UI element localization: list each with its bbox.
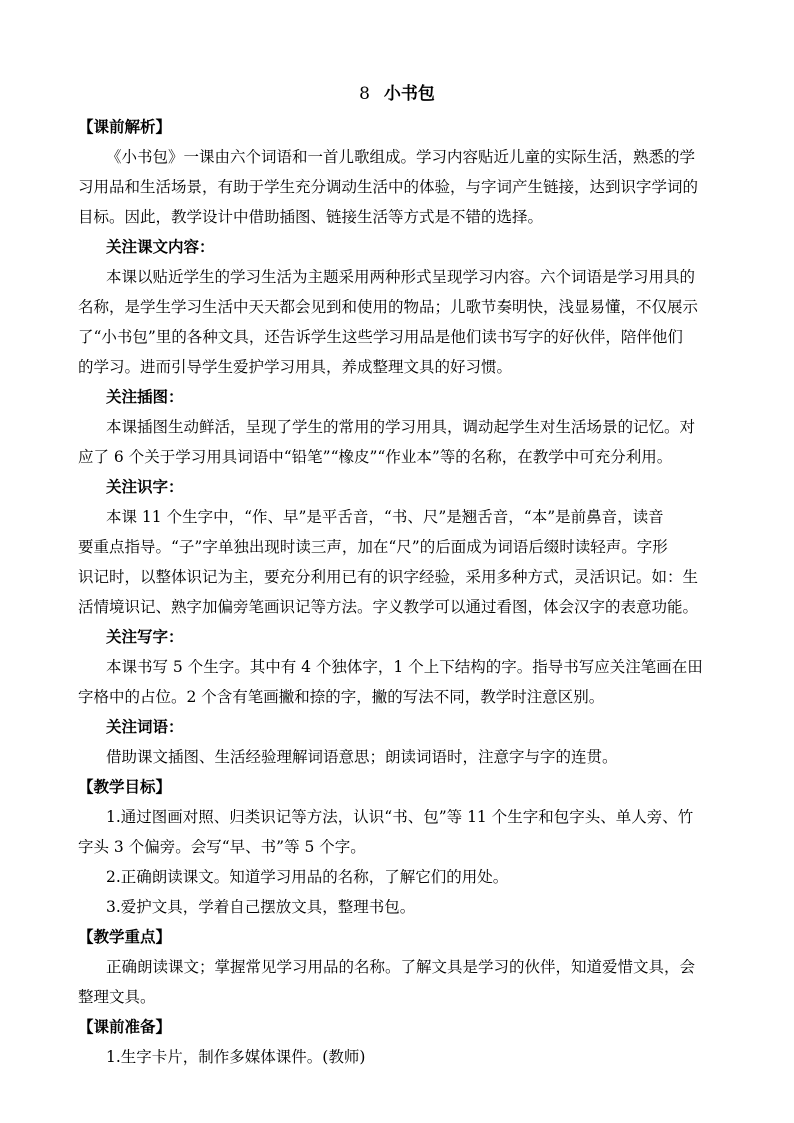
paragraph-line: 名称，是学生学习生活中天天都会见到和使用的物品；儿歌节奏明快，浅显易懂，不仅展示 <box>78 298 699 316</box>
subheading-illustration: 关注插图： <box>106 387 184 406</box>
paragraph-line: 字格中的占位。2 个含有笔画撇和捺的字，撇的写法不同，教学时注意区别。 <box>78 688 605 706</box>
paragraph-line: 了“小书包”里的各种文具，还告诉学生这些学习用品是他们读书写字的好伙伴，陪伴他们 <box>78 328 683 346</box>
paragraph-line: 目标。因此，教学设计中借助插图、链接生活等方式是不错的选择。 <box>78 208 544 226</box>
lesson-number: 8 <box>359 84 370 104</box>
list-item: 字头 3 个偏旁。会写“早、书”等 5 个字。 <box>78 838 366 856</box>
paragraph-line: 本课以贴近学生的学习生活为主题采用两种形式呈现学习内容。六个词语是学习用具的 <box>106 268 696 286</box>
paragraph-line: 《小书包》一课由六个词语和一首儿歌组成。学习内容贴近儿童的实际生活，熟悉的学 <box>106 148 696 166</box>
subheading-literacy: 关注识字： <box>106 477 184 496</box>
paragraph-line: 要重点指导。“子”字单独出现时读三声，加在“尺”的后面成为词语后缀时读轻声。字形 <box>78 538 668 556</box>
paragraph-line: 借助课文插图、生活经验理解词语意思；朗读词语时，注意字与字的连贯。 <box>106 748 618 766</box>
section-heading-goals: 【教学目标】 <box>78 777 172 796</box>
section-heading-focus: 【教学重点】 <box>78 927 172 946</box>
paragraph-line: 习用品和生活场景，有助于学生充分调动生活中的体验，与字词产生链接，达到识字学词的 <box>78 178 699 196</box>
paragraph-line: 的学习。进而引导学生爱护学习用具，养成整理文具的好习惯。 <box>78 358 513 376</box>
list-item: 3.爱护文具，学着自己摆放文具，整理书包。 <box>106 898 416 916</box>
list-item: 2.正确朗读课文。知道学习用品的名称，了解它们的用处。 <box>106 868 509 886</box>
subheading-content: 关注课文内容： <box>106 237 215 256</box>
lesson-title-text: 小书包 <box>383 84 435 104</box>
list-item: 1.生字卡片，制作多媒体课件。(教师) <box>106 1048 366 1066</box>
subheading-vocab: 关注词语： <box>106 717 184 736</box>
section-heading-analysis: 【课前解析】 <box>78 117 172 136</box>
paragraph-line: 正确朗读课文；掌握常见学习用品的名称。了解文具是学习的伙伴，知道爱惜文具，会 <box>106 958 696 976</box>
paragraph-line: 应了 6 个关于学习用具词语中“铅笔”“橡皮”“作业本”等的名称，在教学中可充分利用。 <box>78 448 673 466</box>
paragraph-line: 本课书写 5 个生字。其中有 4 个独体字，1 个上下结构的字。指导书写应关注笔画在田 <box>106 658 703 676</box>
subheading-writing: 关注写字： <box>106 627 184 646</box>
section-heading-prep: 【课前准备】 <box>78 1017 172 1036</box>
list-item: 1.通过图画对照、归类识记等方法，认识“书、包”等 11 个生字和包字头、单人旁、竹 <box>106 808 694 826</box>
paragraph-line: 整理文具。 <box>78 988 156 1006</box>
paragraph-line: 识记时，以整体识记为主，要充分利用已有的识字经验，采用多种方式，灵活识记。如：生 <box>78 568 699 586</box>
paragraph-line: 本课插图生动鲜活，呈现了学生的常用的学习用具，调动起学生对生活场景的记忆。对 <box>106 418 696 436</box>
paragraph-line: 本课 11 个生字中，“作、早”是平舌音，“书、尺”是翘舌音，“本”是前鼻音，读音 <box>106 508 664 526</box>
lesson-title <box>0 82 794 106</box>
paragraph-line: 活情境识记、熟字加偏旁笔画识记等方法。字义教学可以通过看图，体会汉字的表意功能。 <box>78 598 699 616</box>
